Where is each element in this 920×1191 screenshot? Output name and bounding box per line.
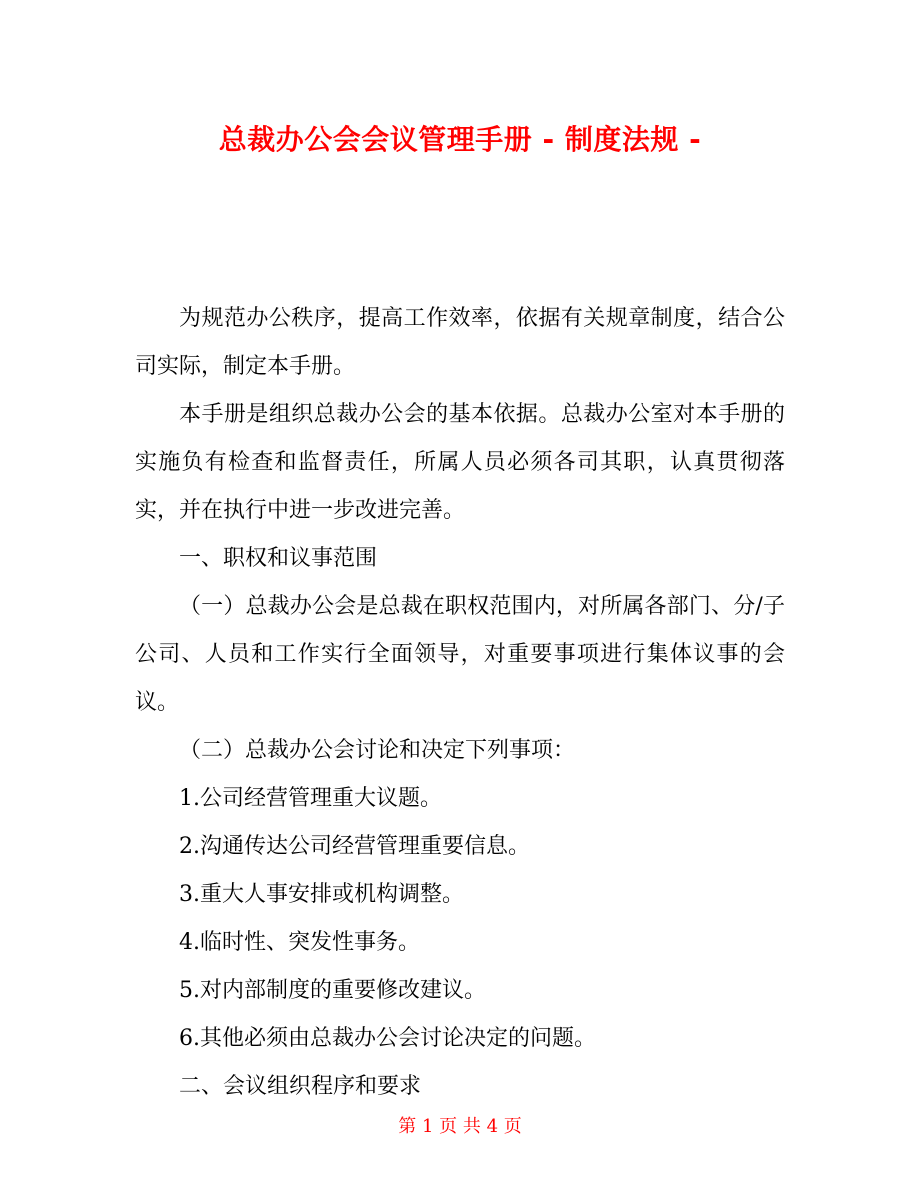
section-heading-scope: 一、职权和议事范围 <box>179 546 378 571</box>
page-title: 总裁办公会会议管理手册 - 制度法规 - <box>218 123 702 156</box>
list-item: 6.其他必须由总裁办公会讨论决定的问题。 <box>179 1026 596 1051</box>
paragraph-purpose: 为规范办公秩序，提高工作效率，依据有关规章制度，结合公司实际，制定本手册。 <box>135 306 785 379</box>
paragraph-basis: 本手册是组织总裁办公会的基本依据。总裁办公室对本手册的实施负有检查和监督责任，所属人员必须各司其职，认真贯彻落实，并在执行中进一步改进完善。 <box>135 402 785 523</box>
paragraph-scope-2: （二）总裁办公会讨论和决定下列事项： <box>179 738 576 763</box>
paragraph-scope-1: （一）总裁办公会是总裁在职权范围内，对所属各部门、分/子公司、人员和工作实行全面领导，对重要事项进行集体议事的会议。 <box>135 594 785 715</box>
list-item: 4.临时性、突发性事务。 <box>179 930 420 955</box>
list-item: 2.沟通传达公司经营管理重要信息。 <box>179 834 530 859</box>
list-item: 5.对内部制度的重要修改建议。 <box>179 978 486 1003</box>
section-heading-procedure: 二、会议组织程序和要求 <box>179 1074 422 1099</box>
document-body <box>135 295 785 1111</box>
page-footer: 第 1 页 共 4 页 <box>398 1116 522 1137</box>
list-item: 1.公司经营管理重大议题。 <box>179 786 442 811</box>
list-item: 3.重大人事安排或机构调整。 <box>179 882 464 907</box>
